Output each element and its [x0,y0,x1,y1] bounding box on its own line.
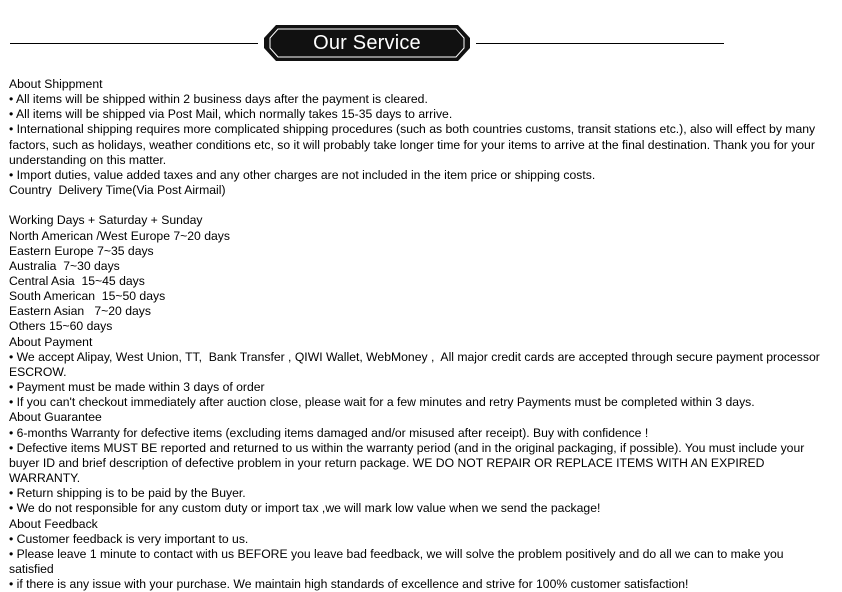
text-line: About Feedback [9,516,98,531]
service-text [9,77,831,592]
text-line: South American 15~50 days [9,289,166,304]
text-line: • Please leave 1 minute to contact with us BEFORE you leave bad feedback, we will solve the problem positively and do all we can to make you satisfied [9,546,787,576]
left-divider [10,43,258,44]
text-line: Australia 7~30 days [9,258,120,273]
section-header [0,0,842,72]
blank-line [9,198,831,213]
text-line: Country Delivery Time(Via Post Airmail) [9,183,226,198]
text-line: • if there is any issue with your purchase. We maintain high standards of excellence and strive for 100% customer satisfaction! [9,577,689,592]
text-line: • We accept Alipay, West Union, TT, Bank Transfer , QIWI Wallet, WebMoney , All major credit cards are accepted through secure payment processor ESCROW. [9,349,824,379]
text-line: • All items will be shipped within 2 business days after the payment is cleared. [9,92,428,107]
text-line: • All items will be shipped via Post Mail, which normally takes 15-35 days to arrive. [9,107,453,122]
title-banner [264,25,470,61]
text-line: About Payment [9,334,93,349]
text-line: • Return shipping is to be paid by the Buyer. [9,486,246,501]
text-line: • Payment must be made within 3 days of order [9,380,265,395]
text-line: Central Asia 15~45 days [9,274,145,289]
text-line: Eastern Asian 7~20 days [9,304,151,319]
text-line: Others 15~60 days [9,319,113,334]
text-line: • 6-months Warranty for defective items (excluding items damaged and/or misused after receipt). Buy with confidence ! [9,425,649,440]
page-title: Our Service [313,32,421,54]
text-line: North American /West Europe 7~20 days [9,228,230,243]
text-line: • We do not responsible for any custom duty or import tax ,we will mark low value when we send the package! [9,501,601,516]
text-line: • If you can't checkout immediately after auction close, please wait for a few minutes and retry Payments must be completed within 3 days. [9,395,755,410]
text-line: About Guarantee [9,410,102,425]
text-line: Eastern Europe 7~35 days [9,243,154,258]
text-line: Working Days + Saturday + Sunday [9,213,203,228]
text-line: • Defective items MUST BE reported and returned to us within the warranty period (and in the original packaging, if possible). You must include your buyer ID and brief description of defective problem in your return package. WE DO NOT REPAIR OR REPLACE ITEMS WITH AN EXPIRED WARRANTY. [9,440,808,486]
text-line: • Customer feedback is very important to us. [9,531,249,546]
text-line: • International shipping requires more complicated shipping procedures (such as both countries customs, transit stations etc.), also will effect by many factors, such as holidays, weather conditions etc, so it will probably take longer time for your items to arrive at the final destination. Thank you for your understanding on this matter. [9,122,819,167]
text-line: • Import duties, value added taxes and any other charges are not included in the item price or shipping costs. [9,167,596,182]
right-divider [476,43,724,44]
text-line: About Shippment [9,77,103,91]
